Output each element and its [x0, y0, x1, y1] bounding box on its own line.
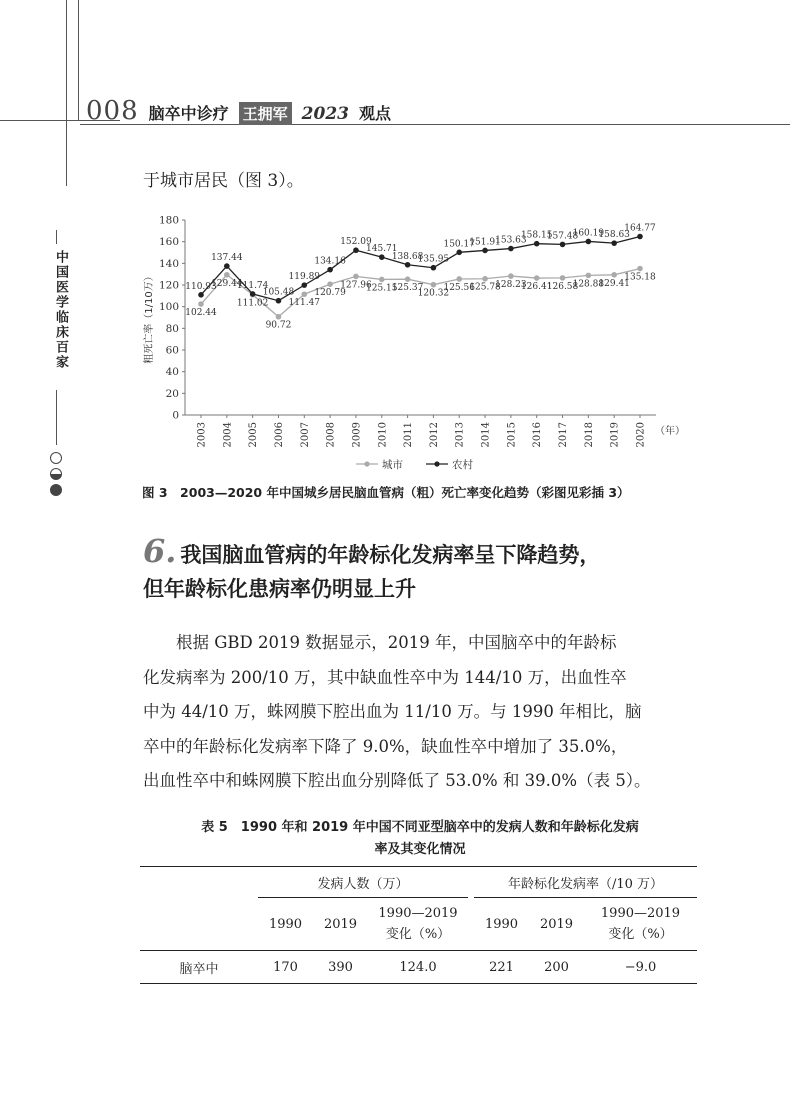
col-change-line2: 变化（%） — [608, 927, 673, 942]
data-point — [276, 298, 282, 304]
data-label: 164.77 — [624, 223, 656, 234]
x-tick-label: 2006 — [273, 422, 285, 448]
data-point — [560, 242, 566, 248]
table-col-header: 1990 — [258, 898, 313, 951]
table-col-header: 2019 — [529, 898, 584, 951]
table-cell: 390 — [313, 951, 368, 984]
data-point — [586, 273, 592, 279]
x-tick-label: 2017 — [558, 422, 570, 448]
x-tick-label: 2007 — [299, 422, 311, 448]
data-label: 125.37 — [391, 283, 424, 294]
page-number: 008 — [86, 96, 139, 126]
x-tick-label: 2020 — [635, 422, 647, 448]
data-point — [405, 276, 411, 282]
data-label: 158.63 — [598, 230, 630, 241]
data-point — [224, 272, 230, 278]
table-col-header: 1990 — [474, 898, 529, 951]
y-tick-label: 40 — [165, 366, 179, 379]
x-tick-label: 2010 — [377, 422, 389, 448]
data-label: 111.74 — [236, 280, 269, 291]
x-unit-label: （年） — [655, 426, 685, 437]
crop-line — [78, 0, 79, 120]
data-point — [508, 273, 514, 279]
data-point — [224, 263, 230, 269]
data-label: 126.58 — [546, 281, 579, 292]
data-point — [276, 314, 282, 320]
data-label: 129.44 — [211, 278, 243, 289]
data-label: 152.09 — [340, 237, 372, 248]
page-header — [86, 96, 391, 126]
data-label: 126.41 — [520, 282, 553, 293]
table-caption-line2: 率及其变化情况 — [374, 842, 466, 857]
filled-circle-icon — [50, 484, 62, 496]
data-label: 151.91 — [469, 237, 501, 248]
data-label: 158.15 — [520, 230, 553, 241]
table-cell: 221 — [474, 951, 529, 984]
crop-line — [66, 0, 67, 186]
x-tick-label: 2009 — [351, 422, 363, 448]
y-tick-label: 80 — [165, 322, 179, 335]
author-badge: 王拥军 — [239, 102, 292, 125]
data-label: 125.78 — [469, 282, 501, 293]
data-label: 129.41 — [598, 278, 630, 289]
data-label: 157.48 — [546, 231, 579, 242]
data-point — [456, 276, 462, 282]
data-point — [637, 266, 643, 272]
data-point — [560, 275, 566, 281]
table-corner — [140, 867, 258, 898]
y-tick-label: 60 — [165, 344, 179, 357]
data-label: 138.68 — [391, 251, 424, 262]
section-title-line1: 我国脑血管病的年龄标化发病率呈下降趋势， — [180, 543, 601, 567]
data-point — [534, 241, 540, 247]
data-label: 102.44 — [185, 308, 217, 319]
section-title-line2: 但年龄标化患病率仍明显上升 — [143, 577, 416, 601]
data-label: 125.56 — [443, 282, 475, 293]
x-tick-label: 2015 — [506, 422, 518, 448]
table-cell: 124.0 — [368, 951, 468, 984]
data-point — [637, 234, 643, 240]
data-point — [198, 292, 204, 298]
year-label: 2023 — [301, 104, 349, 124]
paragraph-line: 化发病率为 200/10 万，其中缺血性卒中为 144/10 万，出血性卒 — [143, 667, 627, 687]
data-label: 90.72 — [265, 320, 292, 331]
data-point — [456, 250, 462, 256]
data-point — [482, 276, 488, 282]
table-col-header — [584, 898, 697, 951]
half-circle-icon — [50, 468, 62, 480]
data-point — [611, 240, 617, 246]
book-title: 脑卒中诊疗 — [148, 104, 229, 123]
legend-swatch-dot — [434, 461, 439, 466]
data-point — [301, 282, 307, 288]
paragraph-line: 出血性卒中和蛛网膜下腔出血分别降低了 53.0% 和 39.0%（表 5）。 — [143, 771, 651, 790]
data-point — [327, 267, 333, 273]
x-tick-label: 2004 — [222, 422, 234, 448]
table-caption — [140, 817, 700, 861]
data-point — [482, 248, 488, 254]
data-point — [431, 265, 437, 271]
x-tick-label: 2016 — [532, 422, 544, 448]
legend-swatch-dot — [364, 461, 369, 466]
y-tick-label: 160 — [158, 236, 179, 249]
data-label: 127.96 — [340, 280, 372, 291]
data-point — [405, 262, 411, 268]
data-label: 120.79 — [314, 288, 346, 299]
intro-line: 于城市居民（图 3）。 — [143, 171, 304, 191]
data-label: 160.19 — [572, 228, 605, 239]
data-point — [198, 301, 204, 307]
table-group-header: 发病人数（万） — [258, 867, 468, 898]
x-tick-label: 2013 — [454, 422, 466, 448]
data-label: 128.23 — [495, 280, 527, 291]
data-point — [586, 239, 592, 245]
data-point — [250, 291, 256, 297]
data-point — [301, 291, 307, 297]
x-tick-label: 2012 — [428, 422, 440, 448]
section-number: 6. — [143, 532, 177, 570]
row-name: 脑卒中 — [140, 951, 258, 984]
col-change-line1: 1990—2019 — [378, 906, 458, 921]
col-change-line2: 变化（%） — [385, 927, 451, 942]
line-chart — [138, 208, 698, 478]
body-paragraph — [143, 626, 703, 799]
table-row — [140, 951, 697, 984]
data-label: 125.15 — [366, 283, 398, 294]
data-label: 111.47 — [288, 298, 321, 309]
table-cell: 200 — [529, 951, 584, 984]
col-change-line1: 1990—2019 — [600, 906, 681, 921]
title-suffix: 观点 — [359, 104, 392, 123]
figure-caption: 图 3 2003—2020 年中国城乡居民脑血管病（粗）死亡率变化趋势（彩图见彩插 3） — [142, 485, 630, 500]
x-tick-label: 2003 — [196, 422, 208, 448]
table-col-header: 2019 — [313, 898, 368, 951]
x-tick-label: 2008 — [325, 422, 337, 448]
y-tick-label: 0 — [172, 409, 179, 422]
data-label: 135.18 — [624, 272, 656, 283]
table-caption-line1: 表 5 1990 年和 2019 年中国不同亚型脑卒中的发病人数和年龄标化发病 — [201, 820, 639, 835]
x-tick-label: 2018 — [583, 422, 595, 448]
circle-icon — [50, 452, 62, 464]
y-tick-label: 100 — [158, 301, 179, 314]
data-label: 150.17 — [443, 239, 475, 250]
data-label: 153.63 — [495, 235, 527, 246]
data-label: 128.88 — [572, 279, 605, 290]
data-point — [534, 275, 540, 281]
y-axis-label: 粗死亡率（1/10万） — [144, 271, 155, 364]
table-corner — [140, 898, 258, 951]
data-point — [611, 272, 617, 278]
data-table — [140, 866, 697, 984]
data-label: 135.95 — [417, 254, 450, 265]
table-cell: 170 — [258, 951, 313, 984]
data-point — [353, 247, 359, 253]
data-label: 120.32 — [417, 288, 450, 299]
data-point — [431, 282, 437, 288]
data-label: 137.44 — [211, 253, 243, 264]
side-rule — [56, 230, 57, 244]
data-label: 111.02 — [236, 298, 269, 309]
data-label: 105.48 — [262, 287, 295, 298]
data-label: 145.71 — [366, 244, 398, 255]
table-col-header — [368, 898, 468, 951]
y-tick-label: 140 — [158, 257, 179, 270]
data-point — [379, 254, 385, 260]
legend-label: 城市 — [382, 459, 403, 471]
x-tick-label: 2014 — [480, 422, 492, 448]
side-rule — [56, 390, 57, 445]
section-heading — [143, 534, 600, 606]
data-label: 119.89 — [288, 272, 321, 283]
data-point — [327, 281, 333, 287]
x-tick-label: 2011 — [403, 422, 415, 448]
data-label: 134.16 — [314, 256, 346, 267]
y-tick-label: 120 — [158, 279, 179, 292]
table-cell: −9.0 — [584, 951, 697, 984]
data-point — [353, 274, 359, 280]
data-point — [379, 277, 385, 283]
data-label: 110.93 — [185, 281, 217, 292]
side-label: 中国医学临床百家 — [53, 250, 68, 370]
paragraph-line: 中为 44/10 万，蛛网膜下腔出血为 11/10 万。与 1990 年相比，脑 — [143, 702, 642, 721]
paragraph-line: 根据 GBD 2019 数据显示，2019 年，中国脑卒中的年龄标 — [143, 633, 617, 652]
y-tick-label: 180 — [158, 214, 179, 227]
y-tick-label: 20 — [165, 387, 179, 400]
paragraph-line: 卒中的年龄标化发病率下降了 9.0%，缺血性卒中增加了 35.0%， — [143, 736, 628, 756]
x-tick-label: 2019 — [609, 422, 621, 448]
legend-label: 农村 — [452, 459, 473, 471]
x-tick-label: 2005 — [248, 422, 260, 448]
table-group-header: 年龄标化发病率（/10 万） — [474, 867, 697, 898]
data-point — [508, 246, 514, 252]
